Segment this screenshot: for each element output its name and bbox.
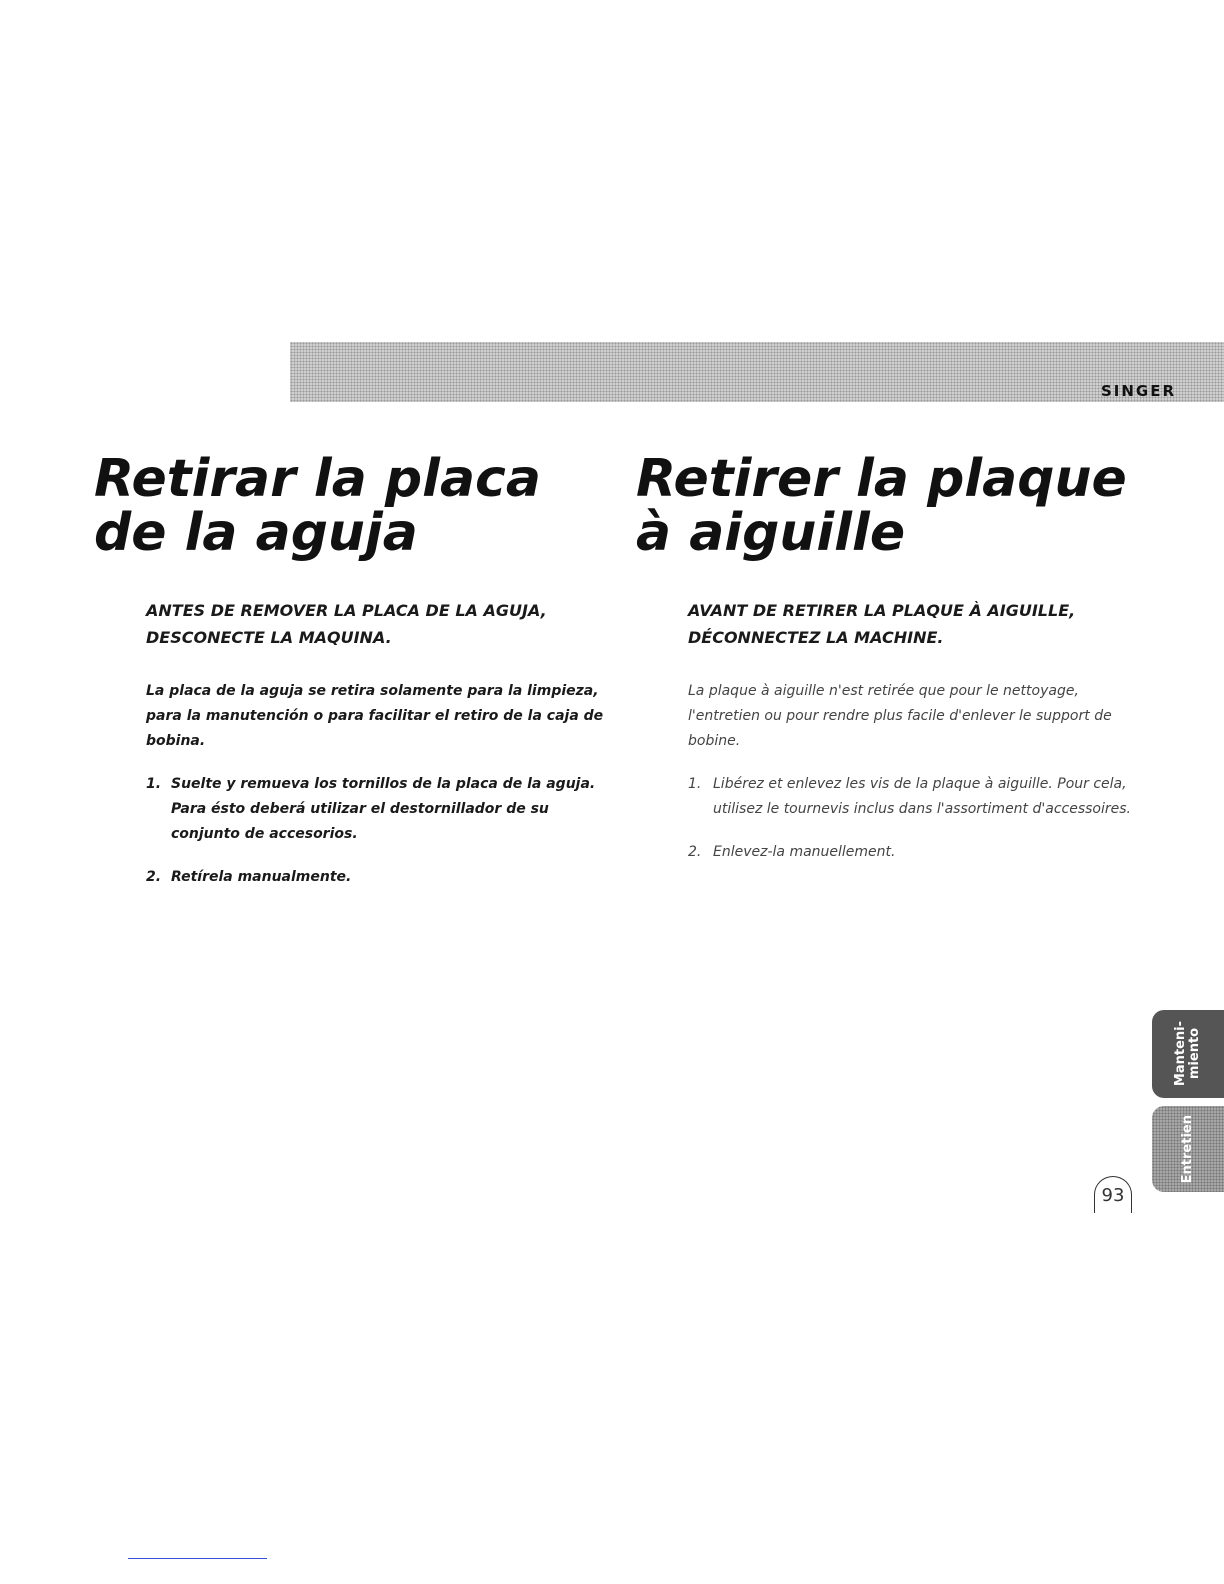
spanish-warning xyxy=(146,597,606,651)
french-title-line1: Retirer la plaque xyxy=(636,449,1127,509)
step-text: Retírela manualmente. xyxy=(171,869,352,885)
spanish-title xyxy=(94,449,604,563)
step-number: 1. xyxy=(146,776,162,792)
french-title-line2: à aiguille xyxy=(636,503,906,563)
header-band xyxy=(290,342,1224,402)
spanish-step-1 xyxy=(146,772,606,847)
step-number: 1. xyxy=(688,776,702,792)
french-warning-line2: DÉCONNECTEZ LA MACHINE. xyxy=(688,628,944,647)
tab-entretien-label: Entretien xyxy=(1180,1114,1195,1184)
spanish-warning-line1: ANTES DE REMOVER LA PLACA DE LA AGUJA, xyxy=(146,601,547,620)
tab-mantenimiento[interactable] xyxy=(1152,1010,1224,1098)
spanish-title-line2: de la aguja xyxy=(94,503,418,563)
page-number: 93 xyxy=(1094,1176,1132,1213)
french-warning-line1: AVANT DE RETIRER LA PLAQUE À AIGUILLE, xyxy=(688,601,1076,620)
french-step-1 xyxy=(688,772,1138,822)
french-column xyxy=(636,449,1156,860)
french-step-2 xyxy=(688,840,1138,865)
footer-rule xyxy=(128,1558,267,1559)
spanish-step-2 xyxy=(146,865,606,890)
spanish-intro: La placa de la aguja se retira solamente para la limpieza, para la manutención o para facilitar el retiro de la caja de bobina. xyxy=(146,683,604,749)
french-content xyxy=(688,597,1138,883)
tab-entretien[interactable] xyxy=(1152,1106,1224,1192)
step-text: Suelte y remueva los tornillos de la placa de la aguja. Para ésto deberá utilizar el destornillador de su conjunto de accesorios. xyxy=(171,776,596,842)
brand-logo: SINGER xyxy=(1100,382,1176,400)
french-intro: La plaque à aiguille n'est retirée que pour le nettoyage, l'entretien ou pour rendre plus facile d'enlever le support de bobine. xyxy=(688,683,1112,749)
spanish-title-line1: Retirar la placa xyxy=(94,449,541,509)
french-warning xyxy=(688,597,1138,651)
step-text: Enlevez-la manuellement. xyxy=(713,844,896,860)
step-text: Libérez et enlevez les vis de la plaque à aiguille. Pour cela, utilisez le tournevis inclus dans l'assortiment d'accessoires. xyxy=(713,776,1131,817)
step-number: 2. xyxy=(146,869,162,885)
spanish-steps xyxy=(146,772,606,890)
spanish-column xyxy=(94,449,604,885)
spanish-content xyxy=(146,597,606,908)
french-title xyxy=(636,449,1156,563)
french-steps xyxy=(688,772,1138,865)
tab-mantenimiento-label: Manteni- miento xyxy=(1173,1021,1202,1087)
spanish-warning-line2: DESCONECTE LA MAQUINA. xyxy=(146,628,392,647)
step-number: 2. xyxy=(688,844,702,860)
